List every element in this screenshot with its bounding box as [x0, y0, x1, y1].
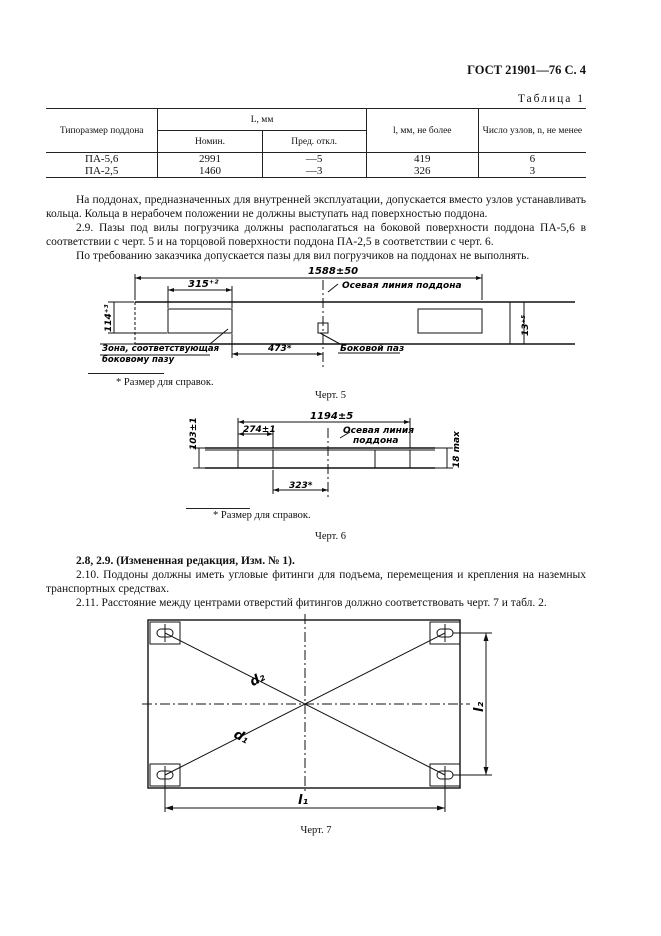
fig6-height-left: 103±1: [189, 417, 199, 450]
fig5-axis-label: Осевая линия поддона: [342, 281, 462, 291]
fig7-l2-label: l₂: [472, 701, 487, 712]
paragraph-amendment: 2.8, 2.9. (Измененная редакция, Изм. № 1).: [76, 555, 295, 567]
fig5-zone-label: Зона, соответствующая: [102, 344, 220, 354]
fig5-dim-mid: 473*: [268, 344, 292, 354]
fig5-dim-total: 1588±50: [308, 266, 359, 277]
cell-nom: 1460: [158, 165, 262, 178]
cell-type: ПА-2,5: [46, 165, 158, 178]
cell-n: 3: [478, 165, 586, 178]
paragraph: 2.10. Поддоны должны иметь угловые фитинги для подъема, перемещения и крепления на наземных транспортных средствах.: [46, 569, 586, 595]
page-header: ГОСТ 21901—76 С. 4: [467, 63, 586, 77]
fig7-d1-label: d₁: [230, 727, 252, 748]
fig5-height-left: 114⁺³: [104, 304, 114, 332]
footnote-rule: [186, 508, 250, 509]
text-block-2: [46, 554, 586, 610]
cell-type: ПА-5,6: [46, 153, 158, 166]
fig5-dim-left: 315⁺²: [188, 279, 219, 290]
col-n-header: Число узлов, n, не менее: [478, 109, 586, 153]
figure-7-drawing: [140, 612, 500, 824]
col-nom-header: Номин.: [158, 131, 262, 153]
fig5-height-right: 13⁺⁵: [521, 314, 531, 336]
text-block-1: [46, 193, 586, 263]
figure-5-drawing: [80, 262, 600, 370]
cell-l: 419: [366, 153, 478, 166]
table-row: [46, 165, 586, 178]
col-type-header: Типоразмер поддона: [46, 109, 158, 153]
col-tol-header: Пред. откл.: [262, 131, 366, 153]
fig6-dim-left: 274±1: [243, 425, 276, 435]
footnote-rule: [88, 373, 164, 374]
cell-l: 326: [366, 165, 478, 178]
fig5-side-slot: Боковой паз: [340, 344, 405, 354]
fig7-d2-label: d₂: [247, 669, 268, 690]
fig6-axis-label-2: поддона: [353, 436, 399, 446]
paragraph: 2.9. Пазы под вилы погрузчика должны располагаться на боковой поверхности поддона ПА-5,6 в соответствии с черт. 5 и на торцовой поверхности поддона ПА-2,5 в соответствии с черт. 6.: [46, 222, 586, 248]
cell-tol: —5: [262, 153, 366, 166]
fig5-caption: Черт. 5: [315, 390, 346, 401]
fig5-footnote: * Размер для справок.: [116, 377, 214, 388]
paragraph: На поддонах, предназначенных для внутренней эксплуатации, допускается вместо узлов устанавливать кольца. Кольца в нерабочем положении не должны выступать над поверхностью поддона.: [46, 194, 586, 220]
table-title: Таблица 1: [517, 93, 585, 105]
cell-tol: —3: [262, 165, 366, 178]
cell-nom: 2991: [158, 153, 262, 166]
fig6-dim-total: 1194±5: [310, 411, 354, 422]
fig7-caption: Черт. 7: [300, 825, 332, 836]
fig6-height-right: 18 max: [452, 431, 462, 468]
fig6-axis-label-1: Осевая линия: [343, 426, 414, 436]
col-l-header: l, мм, не более: [366, 109, 478, 153]
paragraph: По требованию заказчика допускается пазы для вил погрузчиков на поддонах не выполнять.: [76, 250, 530, 262]
figure-6-drawing: [185, 408, 465, 502]
cell-n: 6: [478, 153, 586, 166]
spec-table: [46, 108, 586, 178]
fig5-zone-label-2: боковому пазу: [102, 355, 175, 365]
fig6-footnote: * Размер для справок.: [213, 510, 311, 521]
table-row: [46, 153, 586, 166]
fig7-l1-label: l₁: [298, 793, 309, 808]
fig6-caption: Черт. 6: [315, 531, 346, 542]
col-L-header: L, мм: [158, 109, 366, 131]
paragraph: 2.11. Расстояние между центрами отверстий фитингов должно соответствовать черт. 7 и табл. 2.: [76, 597, 547, 609]
fig6-dim-bottom: 323*: [289, 481, 313, 491]
